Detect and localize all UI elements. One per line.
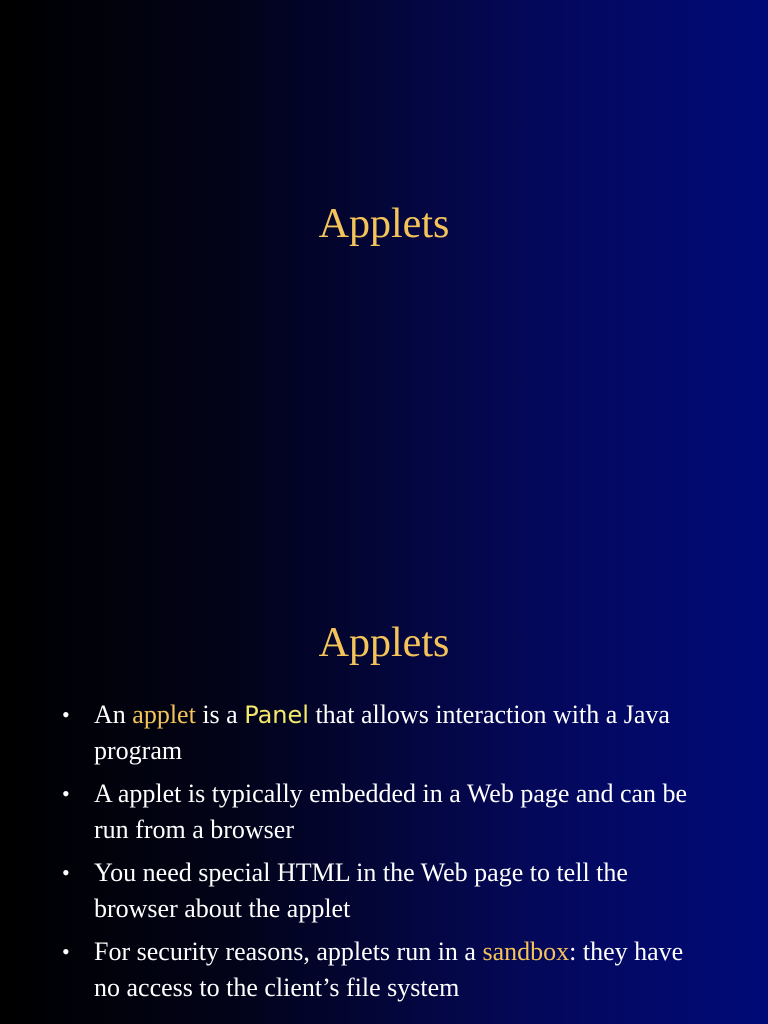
bullet-4-text-a: For security reasons, applets run in a — [94, 937, 483, 966]
bullet-1-text-a: An — [94, 700, 133, 729]
term-sandbox: sandbox — [482, 937, 570, 966]
bullet-item-1 — [62, 697, 712, 769]
bullet-item-3 — [62, 855, 712, 927]
term-applet: applet — [132, 700, 196, 729]
bullet-2-text: A applet is typically embedded in a Web page and can be run from a browser — [94, 779, 688, 844]
bullet-1-text-c: that allows interaction with a Java program — [94, 700, 670, 765]
bullet-item-2 — [62, 776, 712, 848]
bullet-4-text-b: : they have no access to the client’s file system — [94, 937, 684, 1002]
bullet-1-text-b: is a — [195, 700, 245, 729]
bullet-3-text: You need special HTML in the Web page to tell the browser about the applet — [94, 858, 628, 923]
slide-2-title: Applets — [318, 620, 450, 666]
bullet-item-4 — [62, 934, 712, 1006]
bullet-dot-icon: • — [62, 781, 70, 806]
bullet-dot-icon: • — [62, 939, 70, 964]
bullet-dot-icon: • — [62, 860, 70, 885]
slide-1-title: Applets — [318, 201, 450, 247]
slide-2 — [0, 512, 768, 1024]
bullet-list — [62, 697, 712, 1013]
code-panel: Panel — [244, 701, 309, 729]
bullet-dot-icon: • — [62, 702, 70, 727]
